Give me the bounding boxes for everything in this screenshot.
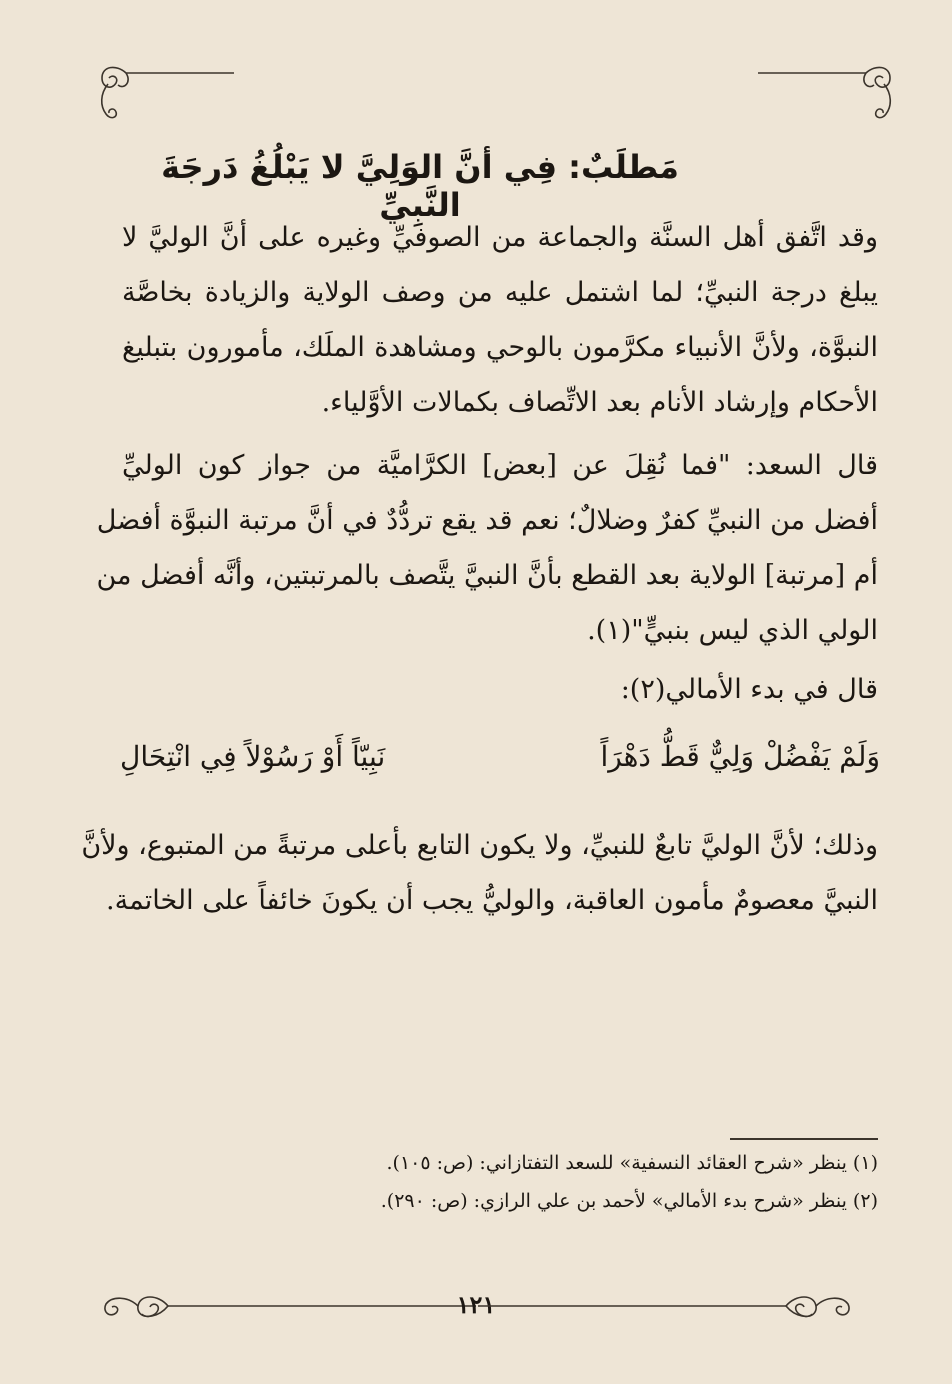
paragraph-line: النبوَّة، ولأنَّ الأنبياء مكرَّمون بالوحي ومشاهدة الملَك، مأمورون بتبليغ — [122, 332, 878, 363]
paragraph-line: أفضل من النبيِّ كفرٌ وضلالٌ؛ نعم قد يقع تردُّدٌ في أنَّ مرتبة النبوَّة أفضل — [96, 505, 878, 536]
poetry-verse — [120, 736, 880, 786]
paragraph-line: الولي الذي ليس بنبيٍّ"(١). — [587, 615, 878, 646]
scroll-ornament-icon — [756, 62, 896, 128]
section-title: مَطلَبٌ: فِي أنَّ الوَلِيَّ لا يَبْلُغُ دَرجَةَ النَّبِيِّ — [161, 148, 679, 225]
paragraph-line: الأحكام وإرشاد الأنام بعد الاتِّصاف بكمالات الأوَّلياء. — [321, 387, 878, 418]
verse-intro: قال في بدء الأمالي(٢): — [620, 674, 878, 705]
footnote-separator — [730, 1138, 878, 1140]
page-number: ١٢١ — [456, 1290, 496, 1319]
footnote: (٢) ينظر «شرح بدء الأمالي» لأحمد بن علي الرازي: (ص: ٢٩٠). — [380, 1190, 878, 1212]
paragraph-line: وذلك؛ لأنَّ الوليَّ تابعٌ للنبيِّ، ولا يكون التابع بأعلى مرتبةً من المتبوع، ولأنَّ — [81, 830, 878, 861]
verse-hemistich-first: وَلَمْ يَفْضُلْ وَلِيٌّ قَطُّ دَهْرَاً — [600, 740, 880, 773]
scroll-ornament-icon — [96, 62, 236, 128]
scroll-ornament-icon — [476, 1286, 856, 1326]
footnote: (١) ينظر «شرح العقائد النسفية» للسعد التفتازاني: (ص: ١٠٥). — [386, 1152, 878, 1174]
paragraph-line: أم [مرتبة] الولاية بعد القطع بأنَّ النبيَّ يتَّصف بالمرتبتين، وأنَّه أفضل من — [96, 560, 878, 591]
paragraph-line: النبيَّ معصومٌ مأمون العاقبة، والوليُّ يجب أن يكونَ خائفاً على الخاتمة. — [106, 885, 878, 916]
paragraph-line: يبلغ درجة النبيِّ؛ لما اشتمل عليه من وصف الولاية والزيادة بخاصَّة — [122, 277, 878, 308]
paragraph-line: قال السعد: "فما نُقِلَ عن [بعض] الكرَّاميَّة من جواز كون الوليِّ — [122, 450, 878, 481]
scroll-ornament-icon — [98, 1286, 478, 1326]
verse-hemistich-second: نَبِيّاً أَوْ رَسُوْلاً فِي انْتِحَالِ — [120, 740, 386, 773]
paragraph-line: وقد اتَّفق أهل السنَّة والجماعة من الصوفيِّ وغيره على أنَّ الوليَّ لا — [122, 222, 878, 253]
